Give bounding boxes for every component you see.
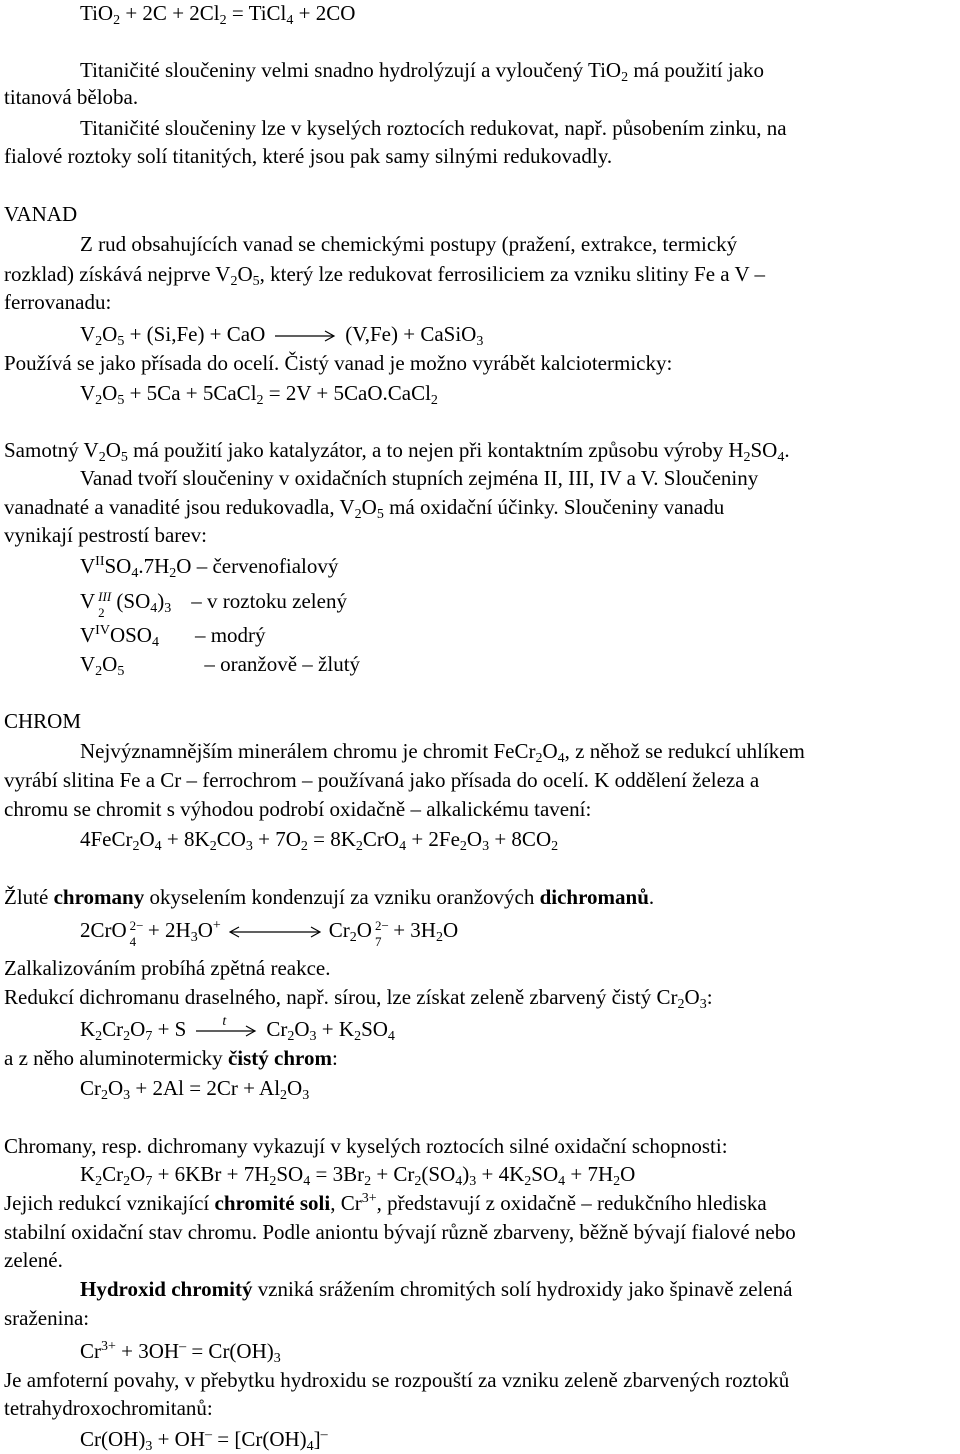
equilibrium-arrow-icon [229,922,321,942]
text-line: ferrovanadu: [4,290,112,314]
text-line: Z rud obsahujících vanad se chemickými postupy (pražení, extrakce, termický [80,232,738,256]
text-line: chromu se chromit s výhodou podrobí oxidačně – alkalickému tavení: [4,797,592,821]
text-line: Chromany, resp. dichromany vykazují v kyselých roztocích silné oxidační schopnosti: [4,1134,728,1158]
equation-alkalic-melt: $4FeCr_2O_4 + 8K_2CO_3 + 7O_2 = 8K_2CrO_4 + 2Fe_2O_3 + 8CO_2$ [80,827,559,854]
reaction-arrow-icon [273,326,337,346]
text-line: Redukcí dichromanu draselného, např. sírou, lze získat zeleně zbarvený čistý $Cr_2O_3$: [4,985,713,1012]
text-line: sraženina: [4,1306,90,1330]
section-heading-chrom: CHROM [4,709,82,733]
vanadium-color-row: $V^{IV}OSO_4$ – modrý [80,623,266,650]
text-line: Nejvýznamnějším minerálem chromu je chromit $FeCr_2O_4$, z něhož se redukcí uhlíkem [80,739,805,766]
text-line: fialové roztoky solí titanitých, které jsou pak samy silnými redukovadly. [4,144,613,168]
equation-aluminothermy: $Cr_2O_3 + 2Al = 2Cr + Al_2O_3$ [80,1076,310,1103]
text-line: Samotný $V_2O_5$ má použití jako katalyzátor, a to nejen při kontaktním způsobu výroby $H_2SO_4$. [4,438,790,465]
vanadium-color-row: $V^{II}SO_4.7H_2O$ – červenofialový [80,554,339,581]
text-line: Jejich redukcí vznikající chromité soli, $Cr^{3+}$, představují z oxidačně – redukčního hlediska [4,1191,767,1215]
text-line: Titaničité sloučeniny lze v kyselých roztocích redukovat, např. působením zinku, na [80,116,787,140]
equation-dichromate-sulfur: $K_2Cr_2O_7 + S$ t $Cr_2O_3 + K_2SO_4$ [80,1014,395,1044]
equation-chromium-hydroxide: $Cr^{3+} + 3OH^- = Cr(OH)_3$ [80,1339,281,1366]
section-heading-vanad: VANAD [4,202,78,226]
text-line: Hydroxid chromitý vzniká srážením chromitých solí hydroxidy jako špinavě zelená [80,1277,793,1301]
text-line: vynikají pestrostí barev: [4,523,207,547]
text-line: rozklad) získává nejprve $V_2O_5$, který lze redukovat ferrosiliciem za vzniku slitiny Fe a V – [4,262,766,289]
text-line: stabilní oxidační stav chromu. Podle aniontu bývají různě zbarveny, běžně bývají fialové nebo [4,1220,796,1244]
equation-ferrovanad: $V_2O_5 + (Si,Fe)$ + CaO (V,Fe) + CaSiO$_3$ [80,322,484,349]
text-line: Používá se jako přísada do ocelí. Čistý vanad je možno vyrábět kalciotermicky: [4,351,673,375]
text-line: Zalkalizováním probíhá zpětná reakce. [4,956,331,980]
text-line: Vanad tvoří sloučeniny v oxidačních stupních zejména II, III, IV a V. Sloučeniny [80,466,759,490]
equation-kalciotermie: $V_2O_5 + 5Ca$ + 5CaCl$_2$ = 2V + 5CaO.CaCl$_2$ [80,381,438,408]
text-line: tetrahydroxochromitanů: [4,1396,213,1420]
text-line: vyrábí slitina Fe a Cr – ferrochrom – používaná jako přísada do ocelí. K oddělení železa a [4,768,760,792]
text-line: Žluté chromany okyselením kondenzují za vzniku oranžových dichromanů. [4,885,655,909]
text-line: zelené. [4,1248,63,1272]
text-line: Titaničité sloučeniny velmi snadno hydrolýzují a vyloučený TiO$_2$ má použití jako [80,58,764,85]
text-line: a z něho aluminotermicky čistý chrom: [4,1046,338,1070]
vanadium-color-row: V III 2 $(SO_4)_3$ – v roztoku zelený [80,589,347,620]
text-line: titanová běloba. [4,85,139,109]
vanadium-color-row: $V_2O_5$ – oranžově – žlutý [80,652,361,679]
text-line: Je amfoterní povahy, v přebytku hydroxidu se rozpouští za vzniku zeleně zbarvených roztoků [4,1368,790,1392]
text-line: vanadnaté a vanadité jsou redukovadla, $V_2O_5$ má oxidační účinky. Sloučeniny vanadu [4,495,725,522]
equation-oxidation-kbr: $K_2Cr_2O_7 + 6KBr + 7H_2SO_4 = 3Br_2 + Cr_2(SO_4)_3 + 4K_2SO_4 + 7H_2O$ [80,1162,636,1189]
heat-arrow-icon: t [194,1021,258,1041]
equation-chromate-dichromate: 2CrO 2− 4 + $2H_3O^+$ $Cr_2O$ 2− 7 + $3H_2O$ [80,918,459,949]
equation-ticl4: $TiO_2 + 2C + 2Cl_2$ = TiCl$_4$ + 2CO [80,1,356,28]
equation-tetrahydroxochromite: $Cr(OH)_3 + OH^- = [Cr(OH)_4]^-$ [80,1427,328,1454]
